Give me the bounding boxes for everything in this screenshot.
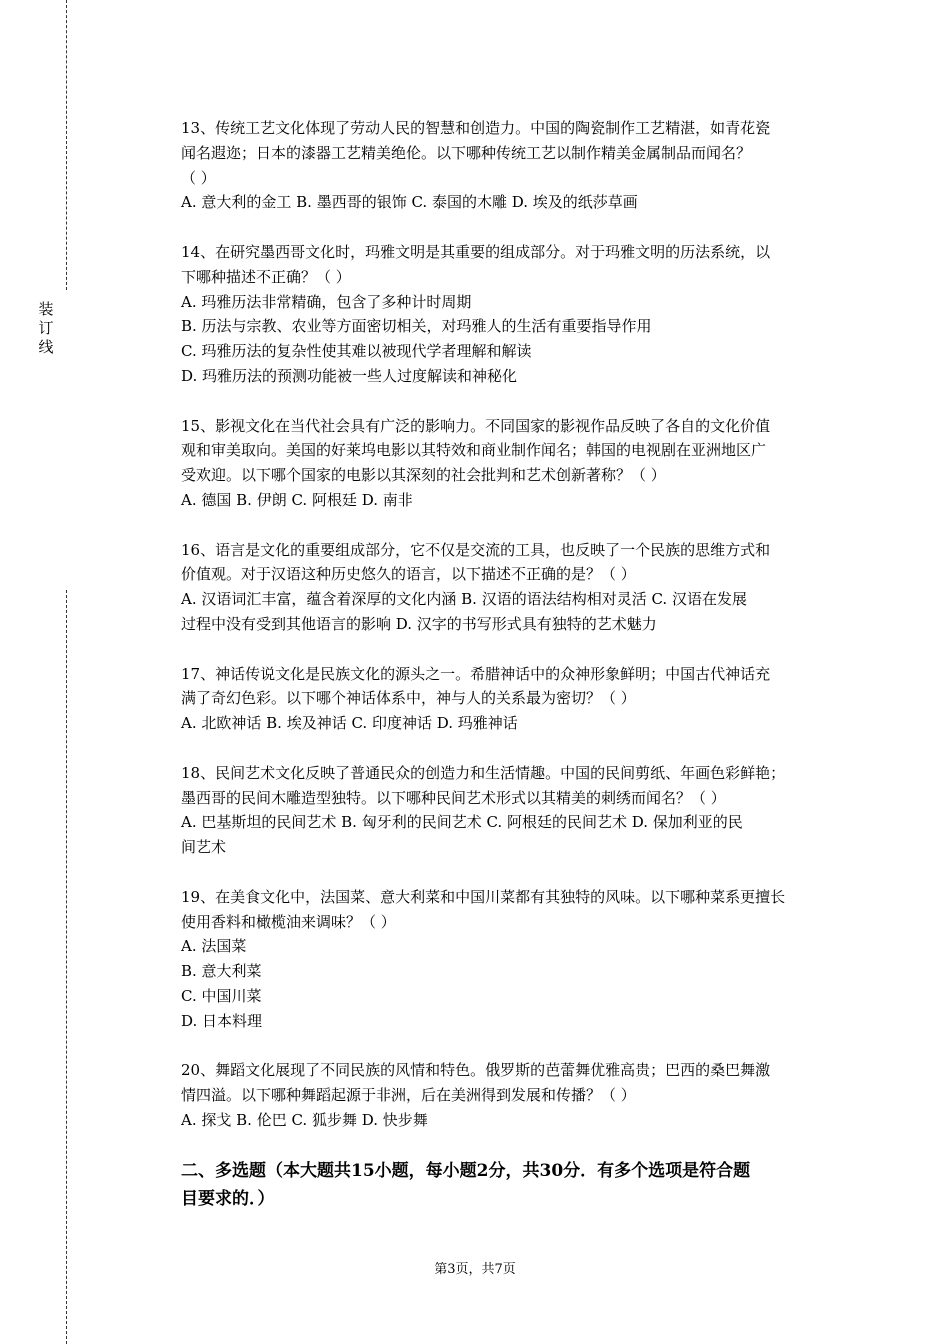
option-d: D. 玛雅历法的预测功能被一些人过度解读和神秘化	[181, 366, 518, 385]
question-options: A. 探戈 B. 伦巴 C. 狐步舞 D. 快步舞	[181, 1110, 428, 1129]
question-line: 13、传统工艺文化体现了劳动人民的智慧和创造力。中国的陶瓷制作工艺精湛，如青花瓷	[181, 119, 771, 137]
question-line: 满了奇幻色彩。以下哪个神话体系中，神与人的关系最为密切？（ ）	[181, 689, 636, 708]
question-line: 下哪种描述不正确？（ ）	[181, 267, 351, 286]
question-15	[181, 414, 841, 513]
question-options: 过程中没有受到其他语言的影响 D. 汉字的书写形式具有独特的艺术魅力	[181, 614, 657, 633]
question-13	[181, 116, 841, 215]
question-line: 18、民间艺术文化反映了普通民众的创造力和生活情趣。中国的民间剪纸、年画色彩鲜艳；	[181, 763, 786, 782]
option-d: D. 日本料理	[181, 1011, 263, 1030]
option-c: C. 玛雅历法的复杂性使其难以被现代学者理解和解读	[181, 342, 532, 361]
question-options: A. 德国 B. 伊朗 C. 阿根廷 D. 南非	[181, 490, 413, 509]
option-b: B. 历法与宗教、农业等方面密切相关，对玛雅人的生活有重要指导作用	[181, 317, 652, 336]
binding-dashed-line-top	[66, 0, 67, 290]
question-line: 闻名遐迩；日本的漆器工艺精美绝伦。以下哪种传统工艺以制作精美金属制品而闻名？	[181, 143, 752, 162]
question-options: A. 汉语词汇丰富，蕴含着深厚的文化内涵 B. 汉语的语法结构相对灵活 C. 汉语在发展	[181, 590, 747, 609]
question-options: A. 意大利的金工 B. 墨西哥的银饰 C. 泰国的木雕 D. 埃及的纸莎草画	[181, 193, 638, 212]
question-14	[181, 240, 841, 389]
question-16	[181, 538, 841, 637]
question-line: 16、语言是文化的重要组成部分，它不仅是交流的工具，也反映了一个民族的思维方式和	[181, 540, 771, 559]
question-line: 情四溢。以下哪种舞蹈起源于非洲，后在美洲得到发展和传播？（ ）	[181, 1086, 636, 1105]
question-line: 19、在美食文化中，法国菜、意大利菜和中国川菜都有其独特的风味。以下哪种菜系更擅长	[181, 887, 786, 906]
question-17	[181, 662, 841, 736]
question-19	[181, 885, 841, 1034]
binding-char: 线	[38, 338, 54, 356]
section-heading-line: 目要求的．）	[181, 1189, 275, 1210]
question-options: 间艺术	[181, 838, 227, 857]
binding-char: 装	[38, 300, 54, 318]
section-heading	[181, 1157, 841, 1213]
question-line: 15、影视文化在当代社会具有广泛的影响力。不同国家的影视作品反映了各自的文化价值	[181, 416, 771, 435]
question-18	[181, 761, 841, 860]
question-line: 20、舞蹈文化展现了不同民族的风情和特色。俄罗斯的芭蕾舞优雅高贵；巴西的桑巴舞激	[181, 1061, 771, 1080]
question-options: A. 北欧神话 B. 埃及神话 C. 印度神话 D. 玛雅神话	[181, 714, 518, 733]
question-line: 使用香料和橄榄油来调味？（ ）	[181, 912, 396, 931]
binding-dashed-line-bottom	[66, 590, 67, 1344]
binding-char: 订	[38, 319, 54, 337]
question-options: A. 巴基斯坦的民间艺术 B. 匈牙利的民间艺术 C. 阿根廷的民间艺术 D. 保加利亚的民	[181, 813, 743, 832]
option-a: A. 法国菜	[181, 937, 247, 956]
question-20	[181, 1058, 841, 1132]
section-heading-line: 二、多选题（本大题共15小题，每小题2分，共30分．有多个选项是符合题	[181, 1161, 751, 1182]
question-line: （ ）	[181, 168, 216, 187]
question-line: 观和审美取向。美国的好莱坞电影以其特效和商业制作闻名；韩国的电视剧在亚洲地区广	[181, 441, 767, 460]
question-line: 价值观。对于汉语这种历史悠久的语言，以下描述不正确的是？（ ）	[181, 565, 636, 584]
question-line: 墨西哥的民间木雕造型独特。以下哪种民间艺术形式以其精美的刺绣而闻名？（ ）	[181, 788, 726, 807]
option-a: A. 玛雅历法非常精确，包含了多种计时周期	[181, 292, 472, 311]
question-line: 14、在研究墨西哥文化时，玛雅文明是其重要的组成部分。对于玛雅文明的历法系统，以	[181, 242, 771, 261]
question-content	[181, 116, 841, 1213]
page-footer: 第3页，共7页	[434, 1262, 516, 1277]
binding-label	[36, 300, 56, 357]
option-c: C. 中国川菜	[181, 986, 262, 1005]
question-line: 受欢迎。以下哪个国家的电影以其深刻的社会批判和艺术创新著称？（ ）	[181, 466, 666, 485]
option-b: B. 意大利菜	[181, 962, 262, 981]
question-line: 17、神话传说文化是民族文化的源头之一。希腊神话中的众神形象鲜明；中国古代神话充	[181, 664, 771, 683]
